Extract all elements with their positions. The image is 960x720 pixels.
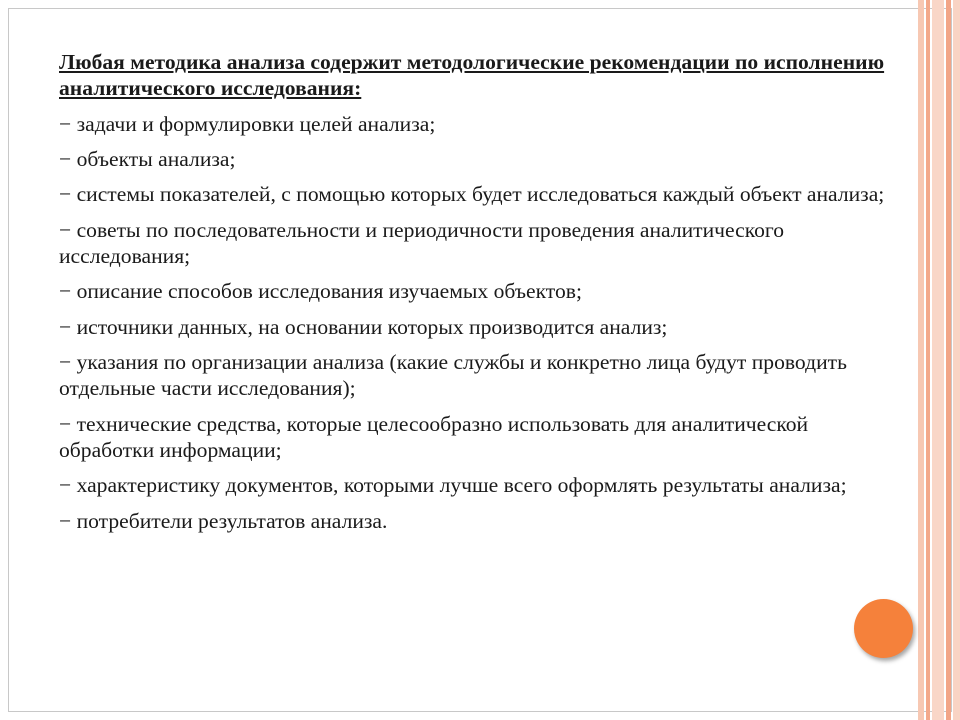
list-item: − потребители результатов анализа. bbox=[59, 508, 388, 533]
list-item: − советы по последовательности и периодичности проведения аналитического исследования; bbox=[59, 217, 785, 269]
list-item: − объекты анализа; bbox=[59, 147, 236, 172]
stripe bbox=[926, 0, 930, 720]
stripe bbox=[918, 0, 924, 720]
list-item: − описание способов исследования изучаемых объектов; bbox=[59, 279, 582, 304]
list-item: − указания по организации анализа (какие службы и конкретно лица будут проводить отдельные части исследования); bbox=[59, 350, 847, 401]
decorative-circle bbox=[854, 599, 913, 658]
stripe bbox=[946, 0, 951, 720]
slide-title: Любая методика анализа содержит методологические рекомендации по исполнению аналитического исследования: bbox=[59, 50, 885, 101]
recommendations-list bbox=[59, 111, 904, 534]
list-item: − системы показателей, с помощью которых будет исследоваться каждый объект анализа; bbox=[59, 182, 885, 207]
slide-content bbox=[59, 49, 904, 543]
stripe bbox=[932, 0, 944, 720]
list-item: − характеристику документов, которыми лучше всего оформлять результаты анализа; bbox=[59, 473, 847, 498]
list-item: − задачи и формулировки целей анализа; bbox=[59, 111, 436, 136]
list-item: − технические средства, которые целесообразно использовать для аналитической обработки информации; bbox=[59, 411, 809, 463]
stripe bbox=[953, 0, 960, 720]
list-item: − источники данных, на основании которых производится анализ; bbox=[59, 314, 668, 339]
decorative-stripes bbox=[918, 0, 960, 720]
